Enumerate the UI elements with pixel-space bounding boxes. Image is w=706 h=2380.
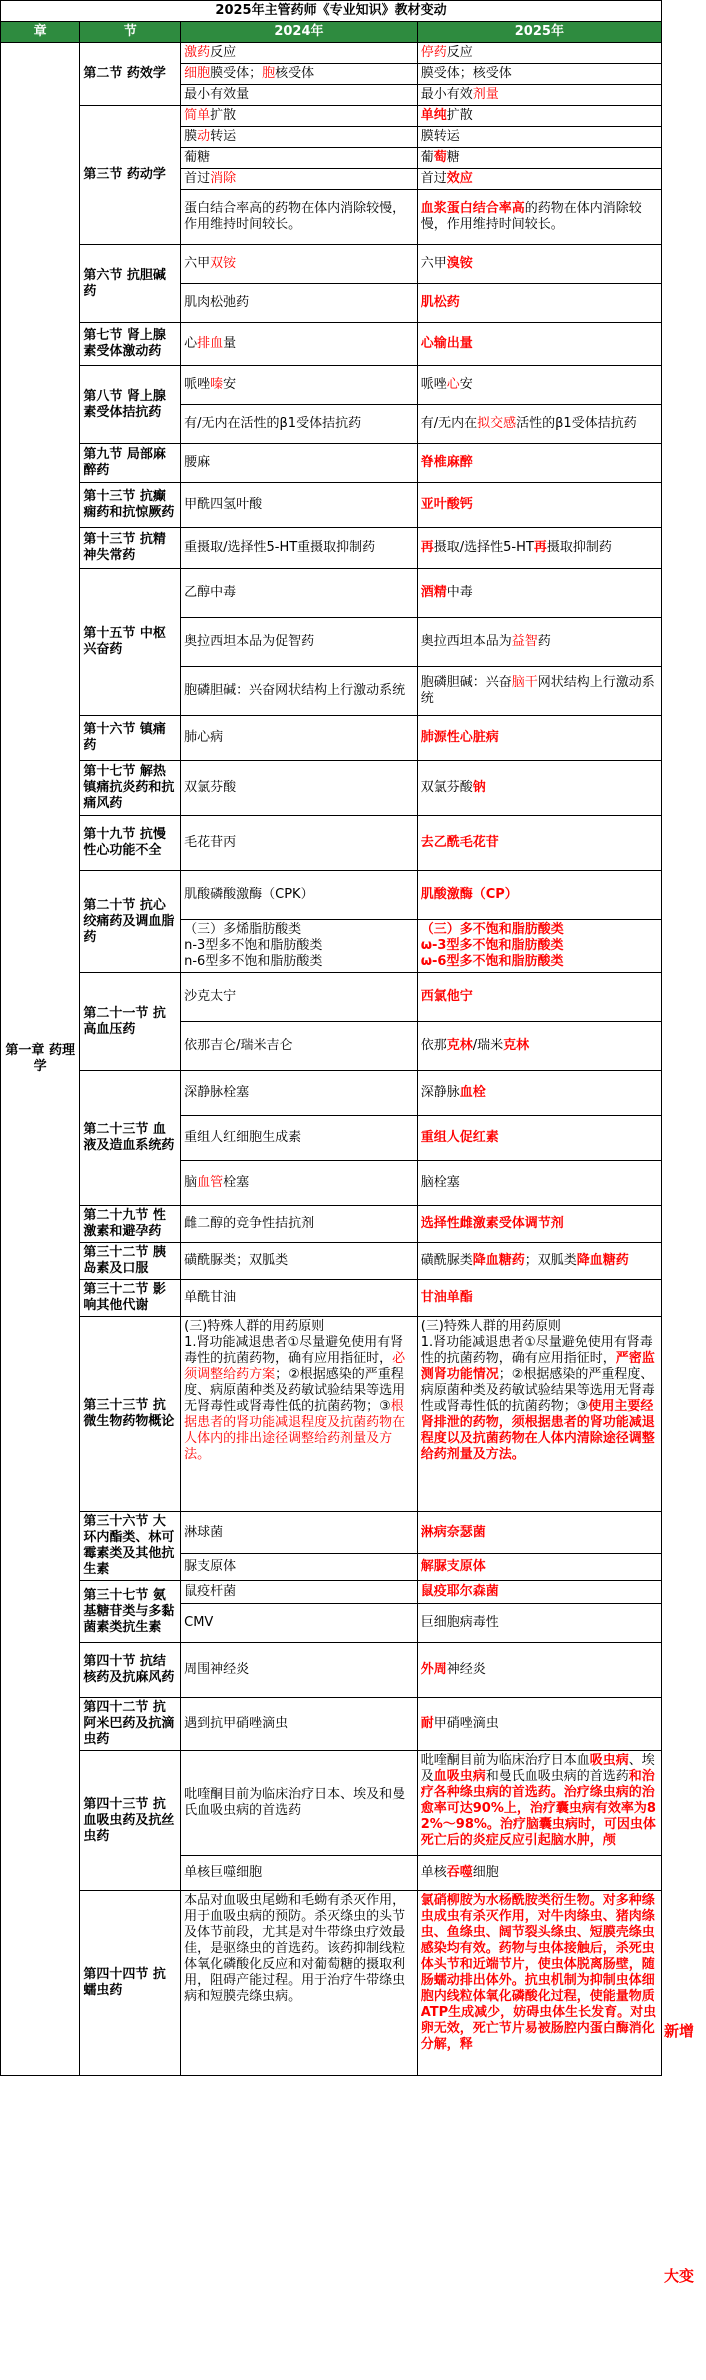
new-cell: 奥拉西坦本品为益智药	[417, 618, 661, 667]
new-cell: 单核吞噬细胞	[417, 1856, 661, 1891]
new-cell: 膜转运	[417, 127, 661, 148]
old-cell: 甲酰四氢叶酸	[181, 483, 418, 528]
new-cell: 吡喹酮目前为临床治疗日本血吸虫病、埃及血吸虫病和曼氏血吸虫病的首选药和治疗各种绦虫病的首选药。治疗绦虫病的治愈率可达90%上，治疗囊虫病有效率为82%～98%。治疗脑囊虫病时，可因虫体死亡后的炎症反应引起脑水肿，颅	[417, 1751, 661, 1856]
section-cell: 第十三节 抗癫痫药和抗惊厥药	[80, 483, 181, 528]
section-cell: 第十九节 抗慢性心功能不全	[80, 816, 181, 871]
new-cell: 外周神经炎	[417, 1643, 661, 1698]
note-new: 新增	[664, 2022, 695, 2040]
old-cell: 沙克太宁	[181, 973, 418, 1022]
section-cell: 第四十二节 抗阿米巴药及抗滴虫药	[80, 1698, 181, 1751]
old-cell: 心排血量	[181, 323, 418, 366]
old-cell: 双氯芬酸	[181, 761, 418, 816]
old-cell: 鼠疫杆菌	[181, 1581, 418, 1604]
new-cell: 六甲溴铵	[417, 245, 661, 284]
new-cell: 巨细胞病毒性	[417, 1604, 661, 1643]
old-cell: 单酰甘油	[181, 1280, 418, 1317]
old-cell: 本品对血吸虫尾蚴和毛蚴有杀灭作用，用于血吸虫病的预防。杀灭绦虫的头节及体节前段，尤其是对牛带绦虫疗效最佳，是驱绦虫的首选药。该药抑制线粒体氧化磷酸化反应和对葡萄糖的摄取利用，阻碍产能过程。用于治疗牛带绦虫病和短膜壳绦虫病。	[181, 1891, 418, 2076]
old-cell: 淋球菌	[181, 1512, 418, 1554]
new-cell: 双氯芬酸钠	[417, 761, 661, 816]
old-cell: 单核巨噬细胞	[181, 1856, 418, 1891]
old-cell: 雌二醇的竞争性拮抗剂	[181, 1206, 418, 1243]
old-cell: 蛋白结合率高的药物在体内消除较慢，作用维持时间较长。	[181, 190, 418, 245]
new-cell: 去乙酰毛花苷	[417, 816, 661, 871]
new-cell: 首过效应	[417, 169, 661, 190]
old-cell: 脲支原体	[181, 1554, 418, 1581]
new-cell: 耐甲硝唑滴虫	[417, 1698, 661, 1751]
new-cell: 哌唑心安	[417, 366, 661, 405]
section-cell: 第十七节 解热镇痛抗炎药和抗痛风药	[80, 761, 181, 816]
section-cell: 第三十二节 胰岛素及口服	[80, 1243, 181, 1280]
section-cell: 第十三节 抗精神失常药	[80, 528, 181, 569]
new-cell: 胞磷胆碱：兴奋脑干网状结构上行激动系统	[417, 667, 661, 716]
new-cell: 有/无内在拟交感活性的β1受体拮抗药	[417, 405, 661, 444]
chapter-cell: 第一章 药理学	[1, 43, 80, 2076]
new-cell: 单纯扩散	[417, 106, 661, 127]
section-cell: 第三十七节 氨基糖苷类与多黏菌素类抗生素	[80, 1581, 181, 1643]
old-cell: （三）多烯脂肪酸类 n-3型多不饱和脂肪酸类 n-6型多不饱和脂肪酸类	[181, 920, 418, 973]
new-cell: 鼠疫耶尔森菌	[417, 1581, 661, 1604]
old-cell: 有/无内在活性的β1受体拮抗药	[181, 405, 418, 444]
section-cell: 第二十一节 抗高血压药	[80, 973, 181, 1071]
header-2025: 2025年	[417, 22, 661, 43]
old-cell: 肌肉松弛药	[181, 284, 418, 323]
new-cell: 血浆蛋白结合率高的药物在体内消除较慢，作用维持时间较长。	[417, 190, 661, 245]
old-cell: 吡喹酮目前为临床治疗日本、埃及和曼氏血吸虫病的首选药	[181, 1751, 418, 1856]
new-cell: 亚叶酸钙	[417, 483, 661, 528]
old-cell: 六甲双铵	[181, 245, 418, 284]
new-cell: 淋病奈瑟菌	[417, 1512, 661, 1554]
old-cell: 依那吉仑/瑞米吉仑	[181, 1022, 418, 1071]
new-cell: （三）多不饱和脂肪酸类 ω-3型多不饱和脂肪酸类 ω-6型多不饱和脂肪酸类	[417, 920, 661, 973]
new-cell: 重组人促红素	[417, 1116, 661, 1161]
old-cell: 遇到抗甲硝唑滴虫	[181, 1698, 418, 1751]
new-cell: 深静脉血栓	[417, 1071, 661, 1116]
old-cell: 哌唑嗪安	[181, 366, 418, 405]
old-cell: 激药反应	[181, 43, 418, 64]
old-cell: 葡糖	[181, 148, 418, 169]
new-cell: 肺源性心脏病	[417, 716, 661, 761]
new-cell: 甘油单酯	[417, 1280, 661, 1317]
header-chapter: 章	[1, 22, 80, 43]
new-cell: 酒精中毒	[417, 569, 661, 618]
old-cell: (三)特殊人群的用药原则 1.肾功能减退患者①尽量避免使用有肾毒性的抗菌药物，确有应用指征时，必须调整给药方案；②根据感染的严重程度、病原菌种类及药敏试验结果等选用无肾毒性或肾毒性低的抗菌药物；③根据患者的肾功能减退程度及抗菌药物在人体内的排出途径调整给药剂量及方法。	[181, 1317, 418, 1512]
new-cell: 磺酰脲类降血糖药；双胍类降血糖药	[417, 1243, 661, 1280]
new-cell: 最小有效剂量	[417, 85, 661, 106]
old-cell: 首过消除	[181, 169, 418, 190]
new-cell: 选择性雌激素受体调节剂	[417, 1206, 661, 1243]
new-cell: 葡萄糖	[417, 148, 661, 169]
section-cell: 第四十四节 抗蠕虫药	[80, 1891, 181, 2076]
old-cell: 重摄取/选择性5-HT重摄取抑制药	[181, 528, 418, 569]
section-cell: 第七节 肾上腺素受体激动药	[80, 323, 181, 366]
old-cell: 乙醇中毒	[181, 569, 418, 618]
header-section: 节	[80, 22, 181, 43]
section-cell: 第三十三节 抗微生物药物概论	[80, 1317, 181, 1512]
old-cell: 周围神经炎	[181, 1643, 418, 1698]
new-cell: 膜受体；核受体	[417, 64, 661, 85]
section-cell: 第十五节 中枢兴奋药	[80, 569, 181, 716]
old-cell: 重组人红细胞生成素	[181, 1116, 418, 1161]
new-cell: 西氯他宁	[417, 973, 661, 1022]
new-cell: 氯硝柳胺为水杨酰胺类衍生物。对多种绦虫成虫有杀灭作用，对牛肉绦虫、猪肉绦虫、鱼绦虫、阔节裂头绦虫、短膜壳绦虫感染均有效。药物与虫体接触后，杀死虫体头节和近端节片，使虫体脱离肠壁，随肠蠕动排出体外。抗虫机制为抑制虫体细胞内线粒体氧化磷酸化过程，使能量物质ATP生成减少，妨碍虫体生长发育。对虫卵无效，死亡节片易被肠腔内蛋白酶消化分解，释	[417, 1891, 661, 2076]
new-cell: 依那克林/瑞米克林	[417, 1022, 661, 1071]
new-cell: 心输出量	[417, 323, 661, 366]
section-cell: 第二节 药效学	[80, 43, 181, 106]
new-cell: 停药反应	[417, 43, 661, 64]
old-cell: 胞磷胆碱：兴奋网状结构上行激动系统	[181, 667, 418, 716]
new-cell: (三)特殊人群的用药原则 1.肾功能减退患者①尽量避免使用有肾毒性的抗菌药物，确有应用指征时，严密监测肾功能情况；②根据感染的严重程度、病原菌种类及药敏试验结果等选用无肾毒性或肾毒性低的抗菌药物；③使用主要经肾排泄的药物，须根据患者的肾功能减退程度以及抗菌药物在人体内清除途径调整给药剂量及方法。	[417, 1317, 661, 1512]
new-cell: 肌松药	[417, 284, 661, 323]
old-cell: 肌酸磷酸激酶（CPK）	[181, 871, 418, 920]
section-cell: 第十六节 镇痛药	[80, 716, 181, 761]
new-cell: 脑栓塞	[417, 1161, 661, 1206]
new-cell: 脊椎麻醉	[417, 444, 661, 483]
new-cell: 再摄取/选择性5-HT再摄取抑制药	[417, 528, 661, 569]
old-cell: 最小有效量	[181, 85, 418, 106]
section-cell: 第四十三节 抗血吸虫药及抗丝虫药	[80, 1751, 181, 1891]
page-title: 2025年主管药师《专业知识》教材变动	[1, 1, 662, 22]
section-cell: 第八节 肾上腺素受体拮抗药	[80, 366, 181, 444]
old-cell: 细胞膜受体；胞核受体	[181, 64, 418, 85]
section-cell: 第六节 抗胆碱药	[80, 245, 181, 323]
old-cell: 腰麻	[181, 444, 418, 483]
section-cell: 第二十三节 血液及造血系统药	[80, 1071, 181, 1206]
old-cell: 奥拉西坦本品为促智药	[181, 618, 418, 667]
section-cell: 第四十节 抗结核药及抗麻风药	[80, 1643, 181, 1698]
new-cell: 肌酸激酶（CP）	[417, 871, 661, 920]
section-cell: 第二十节 抗心绞痛药及调血脂药	[80, 871, 181, 973]
old-cell: CMV	[181, 1604, 418, 1643]
section-cell: 第九节 局部麻醉药	[80, 444, 181, 483]
old-cell: 毛花苷丙	[181, 816, 418, 871]
section-cell: 第二十九节 性激素和避孕药	[80, 1206, 181, 1243]
new-cell: 解脲支原体	[417, 1554, 661, 1581]
section-cell: 第三节 药动学	[80, 106, 181, 245]
note-big-change: 大变	[664, 2267, 695, 2285]
section-cell: 第三十六节 大环内酯类、林可霉素类及其他抗生素	[80, 1512, 181, 1581]
section-cell: 第三十二节 影响其他代谢	[80, 1280, 181, 1317]
old-cell: 磺酰脲类；双胍类	[181, 1243, 418, 1280]
old-cell: 肺心病	[181, 716, 418, 761]
old-cell: 简单扩散	[181, 106, 418, 127]
header-2024: 2024年	[181, 22, 418, 43]
old-cell: 膜动转运	[181, 127, 418, 148]
old-cell: 脑血管栓塞	[181, 1161, 418, 1206]
old-cell: 深静脉栓塞	[181, 1071, 418, 1116]
